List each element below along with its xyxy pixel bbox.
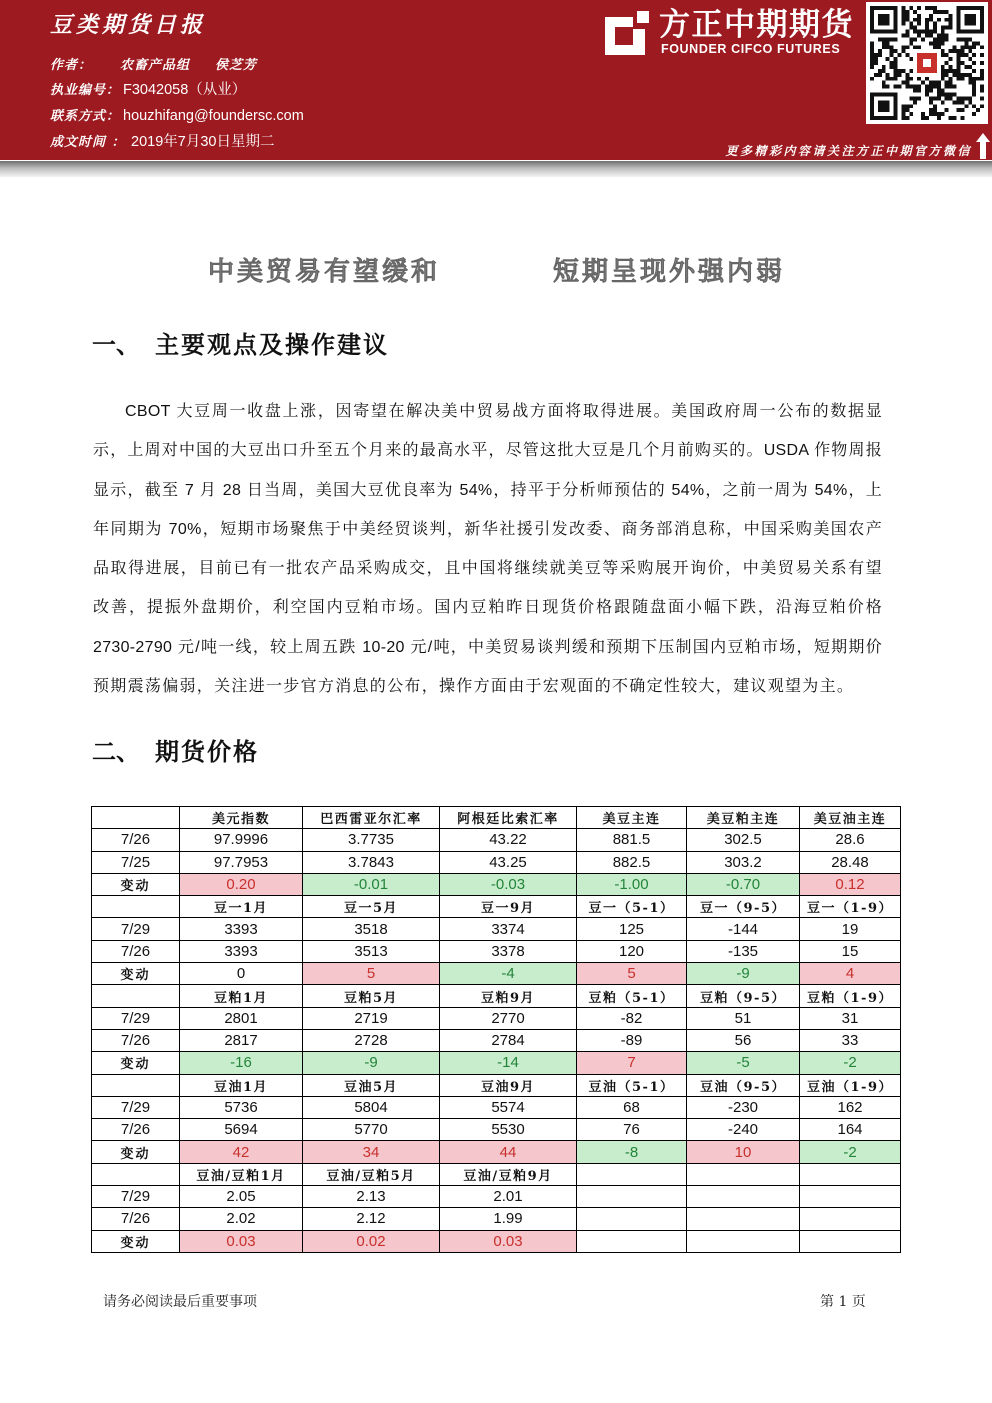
- table-cell: 1.99: [440, 1208, 577, 1230]
- author-name: 侯芝芳: [215, 58, 258, 73]
- table-cell: -89: [577, 1030, 687, 1052]
- paragraph-line: 2730-2790 元/吨一线，较上周五跌 10-20 元/吨，中美贸易谈判缓和预期下压制国内豆粕市场，短期期价: [93, 638, 882, 656]
- table-cell: 43.25: [440, 852, 577, 874]
- change-cell: -9: [687, 963, 800, 985]
- change-cell: -14: [440, 1052, 577, 1074]
- qr-code-frame: [866, 2, 988, 124]
- table-cell: 2784: [440, 1030, 577, 1052]
- contact-email: houzhifang@foundersc.com: [123, 108, 304, 124]
- contact-label: 联系方式：: [50, 109, 121, 124]
- change-label: 变动: [92, 1141, 180, 1163]
- table-cell: 2719: [303, 1008, 440, 1030]
- column-header: 豆粕9月: [440, 985, 577, 1007]
- table-cell: 31: [800, 1008, 901, 1030]
- change-cell: -0.03: [440, 874, 577, 896]
- table-cell: 3513: [303, 941, 440, 963]
- change-cell: 0.03: [180, 1231, 303, 1253]
- empty-cell: [577, 1186, 687, 1208]
- table-cell: 28.48: [800, 852, 901, 874]
- column-header: 豆粕（9-5）: [687, 985, 800, 1007]
- change-cell: -16: [180, 1052, 303, 1074]
- change-cell: 0.02: [303, 1231, 440, 1253]
- table-cell: -144: [687, 918, 800, 940]
- table-cell: 2.01: [440, 1186, 577, 1208]
- table-corner-cell: [92, 985, 180, 1007]
- column-header: 豆一（1-9）: [800, 896, 901, 918]
- column-header: 豆油1月: [180, 1075, 303, 1097]
- table-cell: 881.5: [577, 829, 687, 851]
- paragraph-line: 预期震荡偏弱，关注进一步官方消息的公布，操作方面由于宏观面的不确定性较大，建议观望为主。: [93, 678, 855, 696]
- column-header: 豆油/豆粕9月: [440, 1164, 577, 1186]
- change-cell: -1.00: [577, 874, 687, 896]
- table-cell: 882.5: [577, 852, 687, 874]
- table-cell: 2801: [180, 1008, 303, 1030]
- table-cell: 3378: [440, 941, 577, 963]
- summary-paragraph: [93, 392, 882, 706]
- table-cell: 3.7843: [303, 852, 440, 874]
- change-cell: -0.01: [303, 874, 440, 896]
- paragraph-line: 年同期为 70%，短期市场聚焦于中美经贸谈判，新华社援引发改委、商务部消息称，中国采购美国农产: [93, 520, 882, 538]
- column-header: 豆油（5-1）: [577, 1075, 687, 1097]
- company-logo-english: FOUNDER CIFCO FUTURES: [661, 42, 841, 56]
- change-cell: 34: [303, 1141, 440, 1163]
- table-cell: -82: [577, 1008, 687, 1030]
- column-header: 豆粕5月: [303, 985, 440, 1007]
- table-corner-cell: [92, 807, 180, 829]
- row-date: 7/29: [92, 918, 180, 940]
- section-1-heading: 主要观点及操作建议: [155, 330, 389, 359]
- author-group: 农畜产品组: [120, 58, 191, 73]
- column-header: 豆粕1月: [180, 985, 303, 1007]
- table-cell: 19: [800, 918, 901, 940]
- table-cell: 28.6: [800, 829, 901, 851]
- column-header: 豆油（1-9）: [800, 1075, 901, 1097]
- column-header: 豆油（9-5）: [687, 1075, 800, 1097]
- table-cell: 3393: [180, 941, 303, 963]
- table-cell: 2817: [180, 1030, 303, 1052]
- change-cell: -0.70: [687, 874, 800, 896]
- empty-cell: [800, 1164, 901, 1186]
- table-cell: 97.7953: [180, 852, 303, 874]
- row-date: 7/25: [92, 852, 180, 874]
- change-cell: 0.20: [180, 874, 303, 896]
- paragraph-line: 改善，提振外盘期价，利空国内豆粕市场。国内豆粕昨日现货价格跟随盘面小幅下跌，沿海豆粕价格: [93, 599, 882, 617]
- table-cell: 2770: [440, 1008, 577, 1030]
- table-cell: 68: [577, 1097, 687, 1119]
- column-header: 巴西雷亚尔汇率: [303, 807, 440, 829]
- column-header: 豆油9月: [440, 1075, 577, 1097]
- column-header: 豆一1月: [180, 896, 303, 918]
- change-cell: 42: [180, 1141, 303, 1163]
- empty-cell: [800, 1231, 901, 1253]
- up-arrow-icon: [976, 133, 990, 159]
- page-number: 第 1 页: [820, 1294, 866, 1310]
- table-cell: 162: [800, 1097, 901, 1119]
- table-cell: 2.02: [180, 1208, 303, 1230]
- row-date: 7/29: [92, 1097, 180, 1119]
- empty-cell: [577, 1231, 687, 1253]
- section-2-number: 二、: [92, 737, 140, 766]
- table-cell: 5804: [303, 1097, 440, 1119]
- disclaimer-note: 请务必阅读最后重要事项: [103, 1294, 257, 1310]
- section-2-heading: 期货价格: [155, 737, 259, 766]
- qr-code-icon: [870, 6, 984, 120]
- paragraph-line: 示，上周对中国的大豆出口升至五个月来的最高水平，尽管这批大豆是几个月前购买的。USDA 作物周报: [93, 442, 882, 460]
- empty-cell: [687, 1164, 800, 1186]
- empty-cell: [687, 1231, 800, 1253]
- change-label: 变动: [92, 874, 180, 896]
- change-label: 变动: [92, 963, 180, 985]
- date-value: 2019年7月30日星期二: [131, 134, 275, 150]
- table-cell: 2.12: [303, 1208, 440, 1230]
- table-cell: -230: [687, 1097, 800, 1119]
- column-header: 美元指数: [180, 807, 303, 829]
- column-header: 豆粕（1-9）: [800, 985, 901, 1007]
- change-cell: 0.03: [440, 1231, 577, 1253]
- row-date: 7/26: [92, 941, 180, 963]
- change-cell: -4: [440, 963, 577, 985]
- table-corner-cell: [92, 1075, 180, 1097]
- empty-cell: [800, 1208, 901, 1230]
- table-cell: 2.13: [303, 1186, 440, 1208]
- empty-cell: [687, 1208, 800, 1230]
- table-cell: 120: [577, 941, 687, 963]
- change-cell: -5: [687, 1052, 800, 1074]
- column-header: 豆一（5-1）: [577, 896, 687, 918]
- table-cell: 5530: [440, 1119, 577, 1141]
- table-cell: 33: [800, 1030, 901, 1052]
- table-cell: 56: [687, 1030, 800, 1052]
- change-cell: -8: [577, 1141, 687, 1163]
- row-date: 7/26: [92, 1119, 180, 1141]
- change-cell: -2: [800, 1052, 901, 1074]
- column-header: 豆一（9-5）: [687, 896, 800, 918]
- table-cell: 5770: [303, 1119, 440, 1141]
- change-label: 变动: [92, 1052, 180, 1074]
- table-cell: 303.2: [687, 852, 800, 874]
- table-cell: 302.5: [687, 829, 800, 851]
- change-cell: 4: [800, 963, 901, 985]
- change-cell: 7: [577, 1052, 687, 1074]
- column-header: 豆油/豆粕1月: [180, 1164, 303, 1186]
- column-header: 豆粕（5-1）: [577, 985, 687, 1007]
- change-cell: 5: [577, 963, 687, 985]
- table-cell: 3518: [303, 918, 440, 940]
- futures-price-table: [91, 806, 901, 1253]
- table-cell: 15: [800, 941, 901, 963]
- column-header: 豆一5月: [303, 896, 440, 918]
- row-date: 7/26: [92, 829, 180, 851]
- table-corner-cell: [92, 1164, 180, 1186]
- company-logo-text: 方正中期期货: [659, 7, 854, 43]
- empty-cell: [577, 1208, 687, 1230]
- table-corner-cell: [92, 896, 180, 918]
- founder-logo-icon: [603, 9, 651, 57]
- paragraph-line: 显示，截至 7 月 28 日当周，美国大豆优良率为 54%，持平于分析师预估的 54%，之前一周为 54%，上: [93, 481, 882, 499]
- table-cell: 3393: [180, 918, 303, 940]
- table-cell: 2728: [303, 1030, 440, 1052]
- table-cell: 3.7735: [303, 829, 440, 851]
- table-cell: 51: [687, 1008, 800, 1030]
- table-cell: 125: [577, 918, 687, 940]
- license-label: 执业编号：: [50, 83, 121, 98]
- row-date: 7/29: [92, 1186, 180, 1208]
- column-header: 美豆粕主连: [687, 807, 800, 829]
- table-cell: 76: [577, 1119, 687, 1141]
- change-cell: -9: [303, 1052, 440, 1074]
- column-header: 豆油5月: [303, 1075, 440, 1097]
- paragraph-line: CBOT 大豆周一收盘上涨，因寄望在解决美中贸易战方面将取得进展。美国政府周一公布的数据显: [125, 403, 882, 420]
- paragraph-line: 品取得进展，目前已有一批农产品采购成交，且中国将继续就美豆等采购展开询价，中美贸易关系有望: [93, 560, 882, 578]
- table-cell: -240: [687, 1119, 800, 1141]
- report-title: 豆类期货日报: [50, 13, 207, 38]
- empty-cell: [687, 1186, 800, 1208]
- table-cell: 2.05: [180, 1186, 303, 1208]
- author-label: 作者：: [50, 58, 93, 73]
- row-date: 7/26: [92, 1030, 180, 1052]
- empty-cell: [577, 1164, 687, 1186]
- row-date: 7/29: [92, 1008, 180, 1030]
- table-cell: 43.22: [440, 829, 577, 851]
- column-header: 豆一9月: [440, 896, 577, 918]
- change-cell: 10: [687, 1141, 800, 1163]
- table-cell: 3374: [440, 918, 577, 940]
- change-cell: 44: [440, 1141, 577, 1163]
- change-label: 变动: [92, 1231, 180, 1253]
- header-shadow-rule: [0, 161, 992, 177]
- table-cell: -135: [687, 941, 800, 963]
- report-headline-right: 短期呈现外强内弱: [553, 257, 786, 287]
- date-label: 成文时间 ：: [50, 135, 126, 150]
- column-header: 豆油/豆粕5月: [303, 1164, 440, 1186]
- license-value: F3042058（从业）: [123, 82, 247, 98]
- table-cell: 164: [800, 1119, 901, 1141]
- table-cell: 5694: [180, 1119, 303, 1141]
- table-cell: 5736: [180, 1097, 303, 1119]
- change-cell: 0: [180, 963, 303, 985]
- table-cell: 97.9996: [180, 829, 303, 851]
- column-header: 美豆主连: [577, 807, 687, 829]
- table-cell: 5574: [440, 1097, 577, 1119]
- report-headline-left: 中美贸易有望缓和: [208, 257, 441, 287]
- row-date: 7/26: [92, 1208, 180, 1230]
- column-header: 阿根廷比索汇率: [440, 807, 577, 829]
- wechat-follow-note: 更多精彩内容请关注方正中期官方微信: [725, 144, 972, 158]
- change-cell: 0.12: [800, 874, 901, 896]
- section-1-number: 一、: [92, 330, 140, 359]
- change-cell: 5: [303, 963, 440, 985]
- empty-cell: [800, 1186, 901, 1208]
- column-header: 美豆油主连: [800, 807, 901, 829]
- change-cell: -2: [800, 1141, 901, 1163]
